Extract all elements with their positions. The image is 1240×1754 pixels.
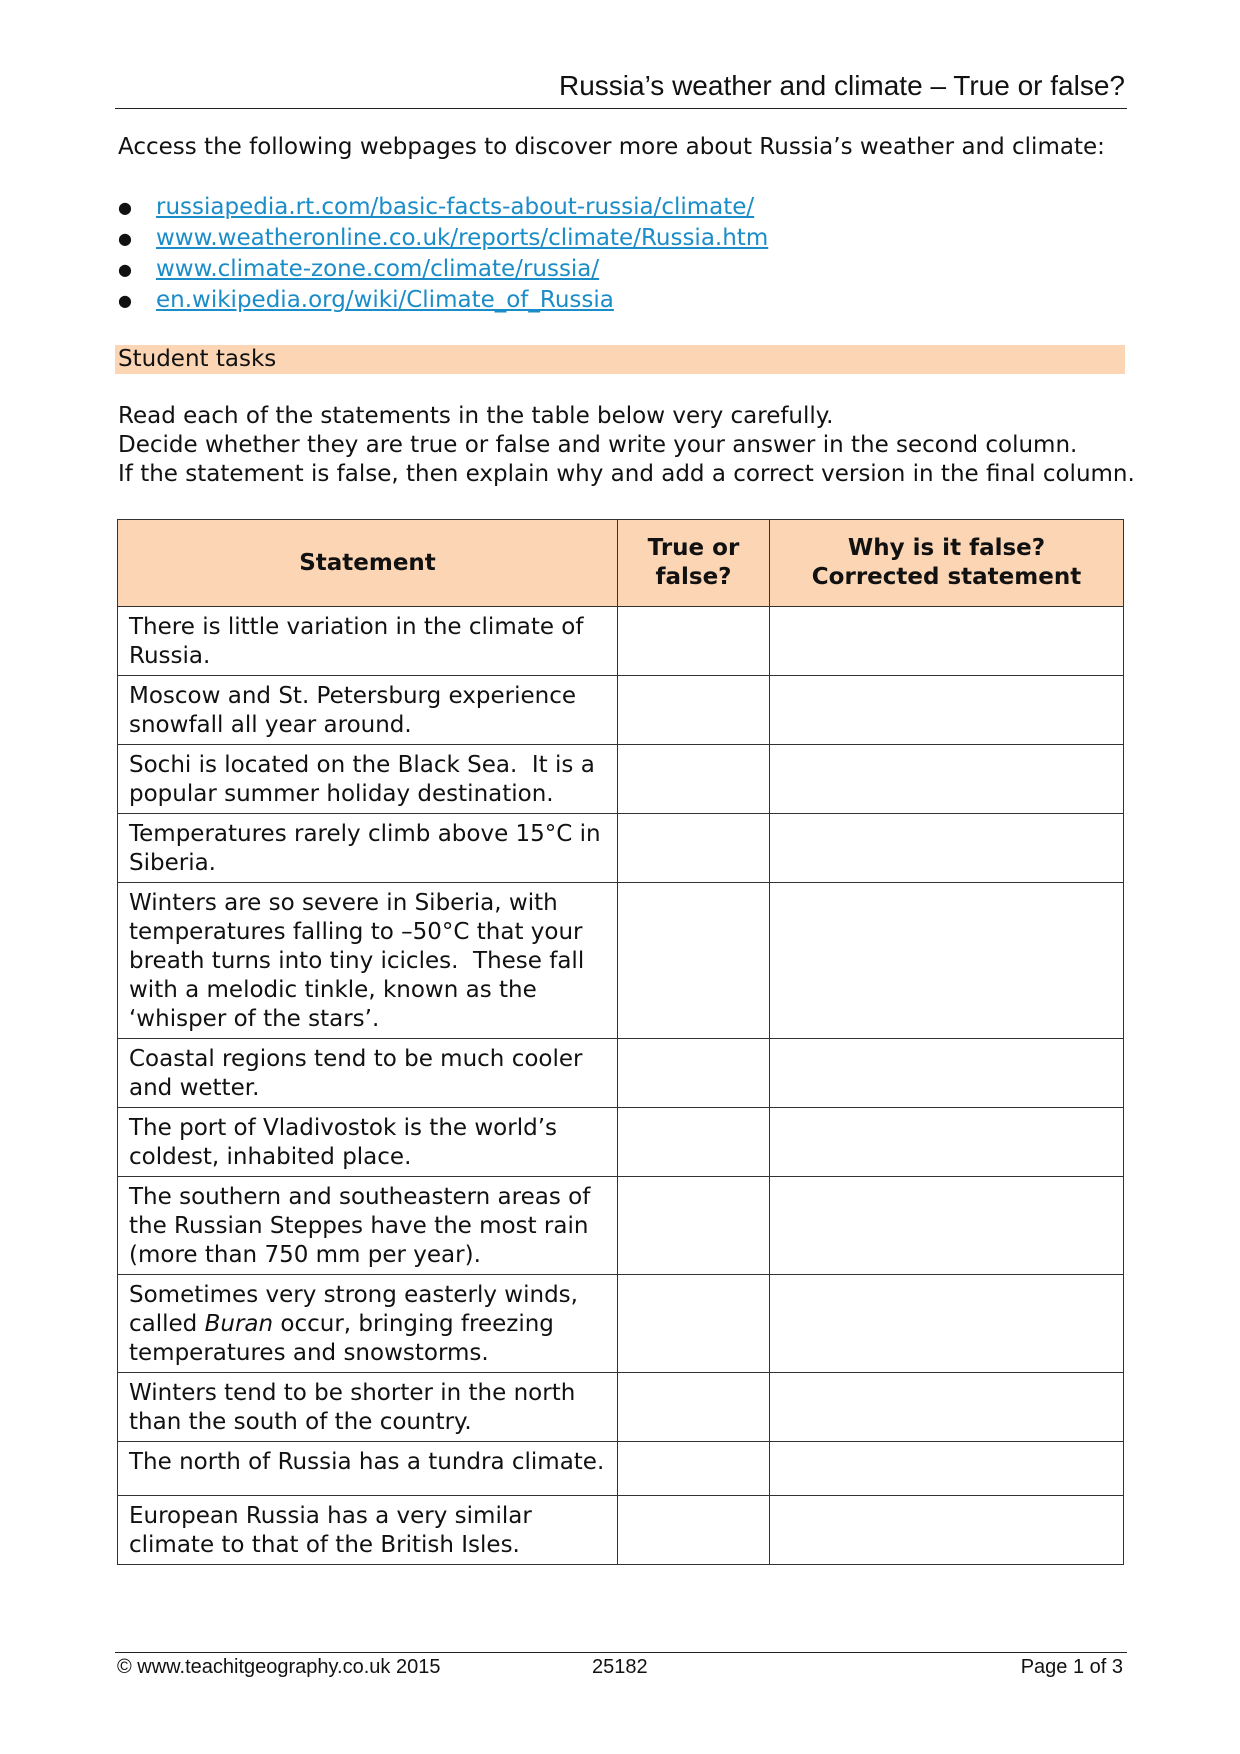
corrected-statement-cell[interactable] [770, 814, 1124, 883]
corrected-statement-cell[interactable] [770, 883, 1124, 1039]
true-or-false-answer-cell[interactable] [618, 883, 770, 1039]
true-or-false-answer-cell[interactable] [618, 814, 770, 883]
statement-line: Moscow and St. Petersburg experience [129, 683, 576, 709]
true-or-false-answer-cell[interactable] [618, 607, 770, 676]
bullet-icon: ● [118, 260, 132, 279]
corrected-statement-cell[interactable] [770, 1275, 1124, 1373]
statement-line: The southern and southeastern areas of [129, 1184, 591, 1210]
true-or-false-answer-cell[interactable] [618, 745, 770, 814]
statement-line: breath turns into tiny icicles. These fall [129, 948, 585, 974]
table-row [118, 1039, 1124, 1108]
corrected-statement-cell[interactable] [770, 1496, 1124, 1565]
italic-term: Buran [204, 1311, 274, 1337]
table-header-row [118, 520, 1124, 607]
statement-cell [118, 1039, 618, 1108]
table-row [118, 745, 1124, 814]
bullet-icon: ● [118, 198, 132, 217]
section-heading-student-tasks: Student tasks [115, 345, 1125, 374]
statement-line: climate to that of the British Isles. [129, 1532, 520, 1558]
footer-divider [115, 1652, 1127, 1653]
statement-line: Siberia. [129, 850, 216, 876]
statement-line: Coastal regions tend to be much cooler [129, 1046, 583, 1072]
statement-cell [118, 1442, 618, 1496]
statement-cell [118, 1177, 618, 1275]
true-or-false-answer-cell[interactable] [618, 676, 770, 745]
statement-cell [118, 1373, 618, 1442]
instruction-line: Read each of the statements in the table below very carefully. [118, 403, 834, 429]
statement-line: popular summer holiday destination. [129, 781, 554, 807]
list-item [118, 223, 768, 254]
corrected-statement-cell[interactable] [770, 1177, 1124, 1275]
statement-line: than the south of the country. [129, 1409, 472, 1435]
statement-line: snowfall all year around. [129, 712, 412, 738]
statement-cell [118, 1275, 618, 1373]
statement-line: European Russia has a very similar [129, 1503, 532, 1529]
corrected-statement-cell[interactable] [770, 676, 1124, 745]
list-item [118, 192, 768, 223]
bullet-icon: ● [118, 229, 132, 248]
statement-cell [118, 676, 618, 745]
webpage-link-list [118, 192, 768, 316]
table-row [118, 1108, 1124, 1177]
footer-copyright: © www.teachitgeography.co.uk 2015 [117, 1656, 441, 1678]
true-or-false-answer-cell[interactable] [618, 1177, 770, 1275]
statement-line: Winters are so severe in Siberia, with [129, 890, 558, 916]
statement-line: There is little variation in the climate of [129, 614, 584, 640]
statement-cell [118, 1496, 618, 1565]
table-row [118, 1177, 1124, 1275]
table-row [118, 883, 1124, 1039]
column-header-statement: Statement [118, 520, 618, 607]
statement-line: Winters tend to be shorter in the north [129, 1380, 576, 1406]
column-header-true-or-false: True or false? [618, 520, 770, 607]
table-row [118, 814, 1124, 883]
statement-cell [118, 814, 618, 883]
bullet-icon: ● [118, 291, 132, 310]
table-row [118, 1496, 1124, 1565]
true-or-false-answer-cell[interactable] [618, 1039, 770, 1108]
link-russiapedia[interactable]: russiapedia.rt.com/basic-facts-about-russia/climate/ [156, 194, 755, 220]
statement-line: ‘whisper of the stars’. [129, 1006, 380, 1032]
statement-cell [118, 883, 618, 1039]
table-body [118, 607, 1124, 1565]
header-divider [115, 108, 1127, 109]
corrected-statement-cell[interactable] [770, 1442, 1124, 1496]
statement-line: temperatures falling to –50°C that your [129, 919, 583, 945]
statement-line: and wetter. [129, 1075, 260, 1101]
corrected-statement-cell[interactable] [770, 607, 1124, 676]
statement-cell [118, 745, 618, 814]
statement-line: The port of Vladivostok is the world’s [129, 1115, 557, 1141]
statement-line: called Buran occur, bringing freezing [129, 1311, 554, 1337]
statement-line: the Russian Steppes have the most rain [129, 1213, 589, 1239]
statement-line: The north of Russia has a tundra climate. [129, 1449, 605, 1475]
link-weatheronline[interactable]: www.weatheronline.co.uk/reports/climate/Russia.htm [156, 225, 769, 251]
statement-cell [118, 1108, 618, 1177]
statement-line: Temperatures rarely climb above 15°C in [129, 821, 601, 847]
corrected-statement-cell[interactable] [770, 745, 1124, 814]
statement-line: with a melodic tinkle, known as the [129, 977, 537, 1003]
table-row [118, 1275, 1124, 1373]
statement-line: coldest, inhabited place. [129, 1144, 412, 1170]
true-or-false-answer-cell[interactable] [618, 1108, 770, 1177]
list-item [118, 254, 768, 285]
true-or-false-answer-cell[interactable] [618, 1496, 770, 1565]
table-row [118, 1442, 1124, 1496]
intro-text: Access the following webpages to discover more about Russia’s weather and climate: [118, 134, 1105, 160]
statement-line: Sochi is located on the Black Sea. It is a [129, 752, 595, 778]
statement-line: (more than 750 mm per year). [129, 1242, 481, 1268]
page-title: Russia’s weather and climate – True or false? [559, 70, 1125, 101]
instructions [118, 402, 1135, 489]
footer-resource-code: 25182 [592, 1656, 648, 1678]
true-or-false-answer-cell[interactable] [618, 1373, 770, 1442]
table-row [118, 607, 1124, 676]
table-row [118, 1373, 1124, 1442]
true-or-false-answer-cell[interactable] [618, 1275, 770, 1373]
list-item [118, 285, 768, 316]
footer-page-number: Page 1 of 3 [1020, 1656, 1123, 1678]
corrected-statement-cell[interactable] [770, 1108, 1124, 1177]
true-or-false-answer-cell[interactable] [618, 1442, 770, 1496]
statement-cell [118, 607, 618, 676]
statement-line: Sometimes very strong easterly winds, [129, 1282, 578, 1308]
corrected-statement-cell[interactable] [770, 1039, 1124, 1108]
table-row [118, 676, 1124, 745]
instruction-line: Decide whether they are true or false and write your answer in the second column. [118, 432, 1078, 458]
link-climate-zone[interactable]: www.climate-zone.com/climate/russia/ [156, 256, 600, 282]
statement-line: temperatures and snowstorms. [129, 1340, 489, 1366]
instruction-line: If the statement is false, then explain why and add a correct version in the final column. [118, 461, 1135, 487]
true-false-table [117, 519, 1124, 1565]
statement-line: Russia. [129, 643, 211, 669]
corrected-statement-cell[interactable] [770, 1373, 1124, 1442]
link-wikipedia[interactable]: en.wikipedia.org/wiki/Climate_of_Russia [156, 287, 614, 313]
column-header-corrected-statement: Why is it false? Corrected statement [770, 520, 1124, 607]
